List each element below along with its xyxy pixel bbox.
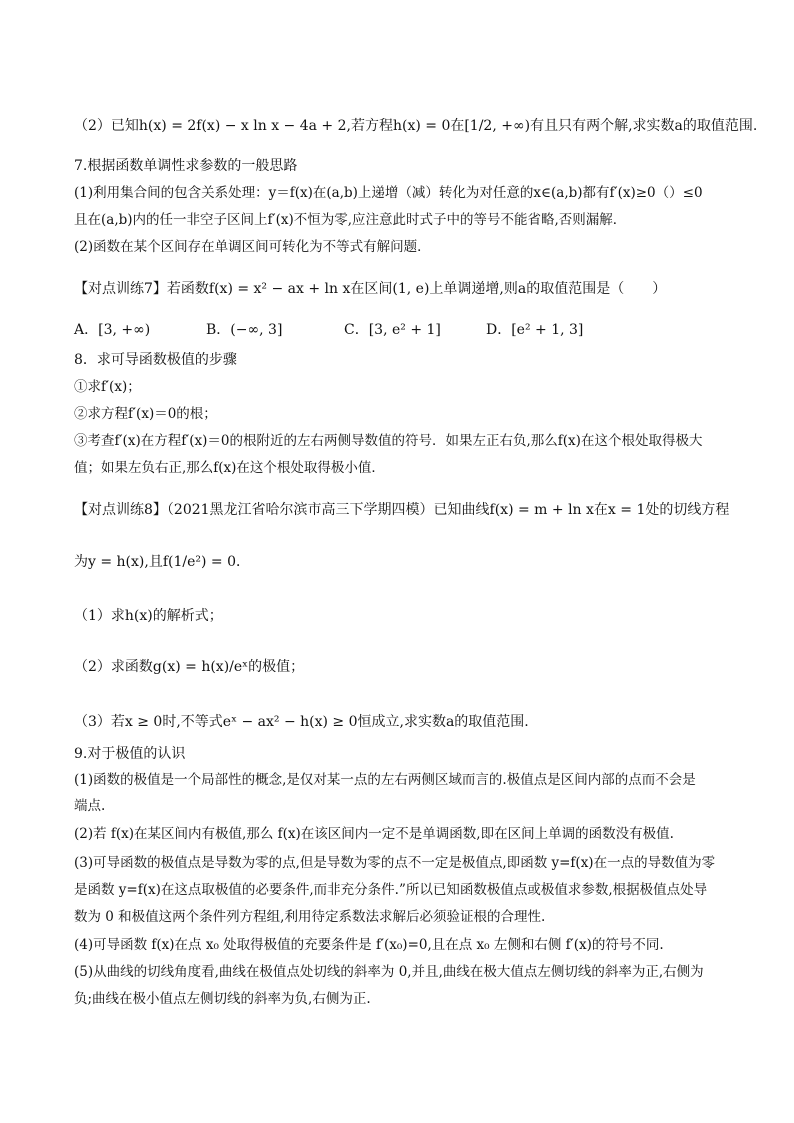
section-9-item-4: (4)可导函数 f(x)在点 x₀ 处取得极值的充要条件是 f′(x₀)=0,且在点 x₀ 左侧和右侧 f′(x)的符号不同. — [74, 937, 664, 953]
option-c: C．[3, e² + 1] — [344, 322, 441, 338]
section-8-heading: 8．求可导函数极值的步骤 — [74, 352, 237, 368]
exercise-7: 【对点训练7】若函数f(x) = x² − ax + ln x在区间(1, e)上单调递增,则a的取值范围是（ ） — [74, 281, 667, 297]
section-9-item-5: (5)从曲线的切线角度看,曲线在极值点处切线的斜率为 0,并且,曲线在极大值点左侧切线的斜率为正,右侧为 — [74, 964, 704, 980]
section-9-item-3: (3)可导函数的极值点是导数为零的点,但是导数为零的点不一定是极值点,即函数 y=f(x)在一点的导数值为零 — [74, 855, 716, 871]
option-a: A．[3, +∞) — [74, 322, 151, 338]
section-9-item-2: (2)若 f(x)在某区间内有极值,那么 f(x)在该区间内一定不是单调函数,即在区间上单调的函数没有极值. — [74, 826, 674, 842]
exercise-8-cont: 为y = h(x),且f(1/e²) = 0． — [74, 554, 250, 570]
section-8-step-2: ②求方程f′(x)＝0的根； — [74, 406, 217, 422]
exercise-8-part-1: （1）求h(x)的解析式； — [74, 608, 223, 624]
section-9-item-3-cont: 是函数 y=f(x)在这点取极值的必要条件,而非充分条件.”所以已知函数极值点或极值求参数,根据极值点处导 — [74, 882, 708, 898]
exercise-8-part-2: （2）求函数g(x) = h(x)/eˣ的极值； — [74, 659, 305, 675]
section-9-item-1-cont: 端点. — [74, 798, 106, 814]
section-7-item-1: (1)利用集合间的包含关系处理：y＝f(x)在(a,b)上递增（减）转化为对任意的x∈(a,b)都有f′(x)≥0（）≤0 — [74, 185, 703, 201]
section-9-item-5-cont: 负;曲线在极小值点左侧切线的斜率为负,右侧为正. — [74, 991, 371, 1007]
section-7-heading: 7.根据函数单调性求参数的一般思路 — [74, 158, 298, 174]
section-7-item-2: (2)函数在某个区间存在单调区间可转化为不等式有解问题． — [74, 239, 431, 255]
section-9-heading: 9.对于极值的认识 — [74, 746, 186, 762]
section-8-step-3-cont: 值；如果左负右正,那么f(x)在这个根处取得极小值． — [74, 460, 385, 476]
option-d: D．[e² + 1, 3] — [486, 322, 584, 338]
section-7-item-1-cont: 且在(a,b)内的任一非空子区间上f′(x)不恒为零,应注意此时式子中的等号不能省略,否则漏解． — [74, 212, 627, 228]
section-8-step-3: ③考查f′(x)在方程f′(x)＝0的根附近的左右两侧导数值的符号．如果左正右负,那么f(x)在这个根处取得极大 — [74, 433, 703, 449]
exercise-8: 【对点训练8】（2021黑龙江省哈尔滨市高三下学期四模）已知曲线f(x) = m + ln x在x = 1处的切线方程 — [74, 502, 730, 518]
problem-part-2: （2）已知h(x) = 2f(x) − x ln x − 4a + 2,若方程h(x) = 0在[1/2, +∞)有且只有两个解,求实数a的取值范围. — [74, 118, 758, 134]
section-9-item-3-cont2: 数为 0 和极值这两个条件列方程组,利用待定系数法求解后必须验证根的合理性. — [74, 909, 546, 925]
exercise-8-part-3: （3）若x ≥ 0时,不等式eˣ − ax² − h(x) ≥ 0恒成立,求实数a的取值范围. — [74, 714, 529, 730]
section-8-step-1: ①求f′(x)； — [74, 379, 141, 395]
section-9-item-1: (1)函数的极值是一个局部性的概念,是仅对某一点的左右两侧区域而言的.极值点是区间内部的点而不会是 — [74, 772, 696, 788]
option-b: B．(−∞, 3] — [206, 322, 283, 338]
